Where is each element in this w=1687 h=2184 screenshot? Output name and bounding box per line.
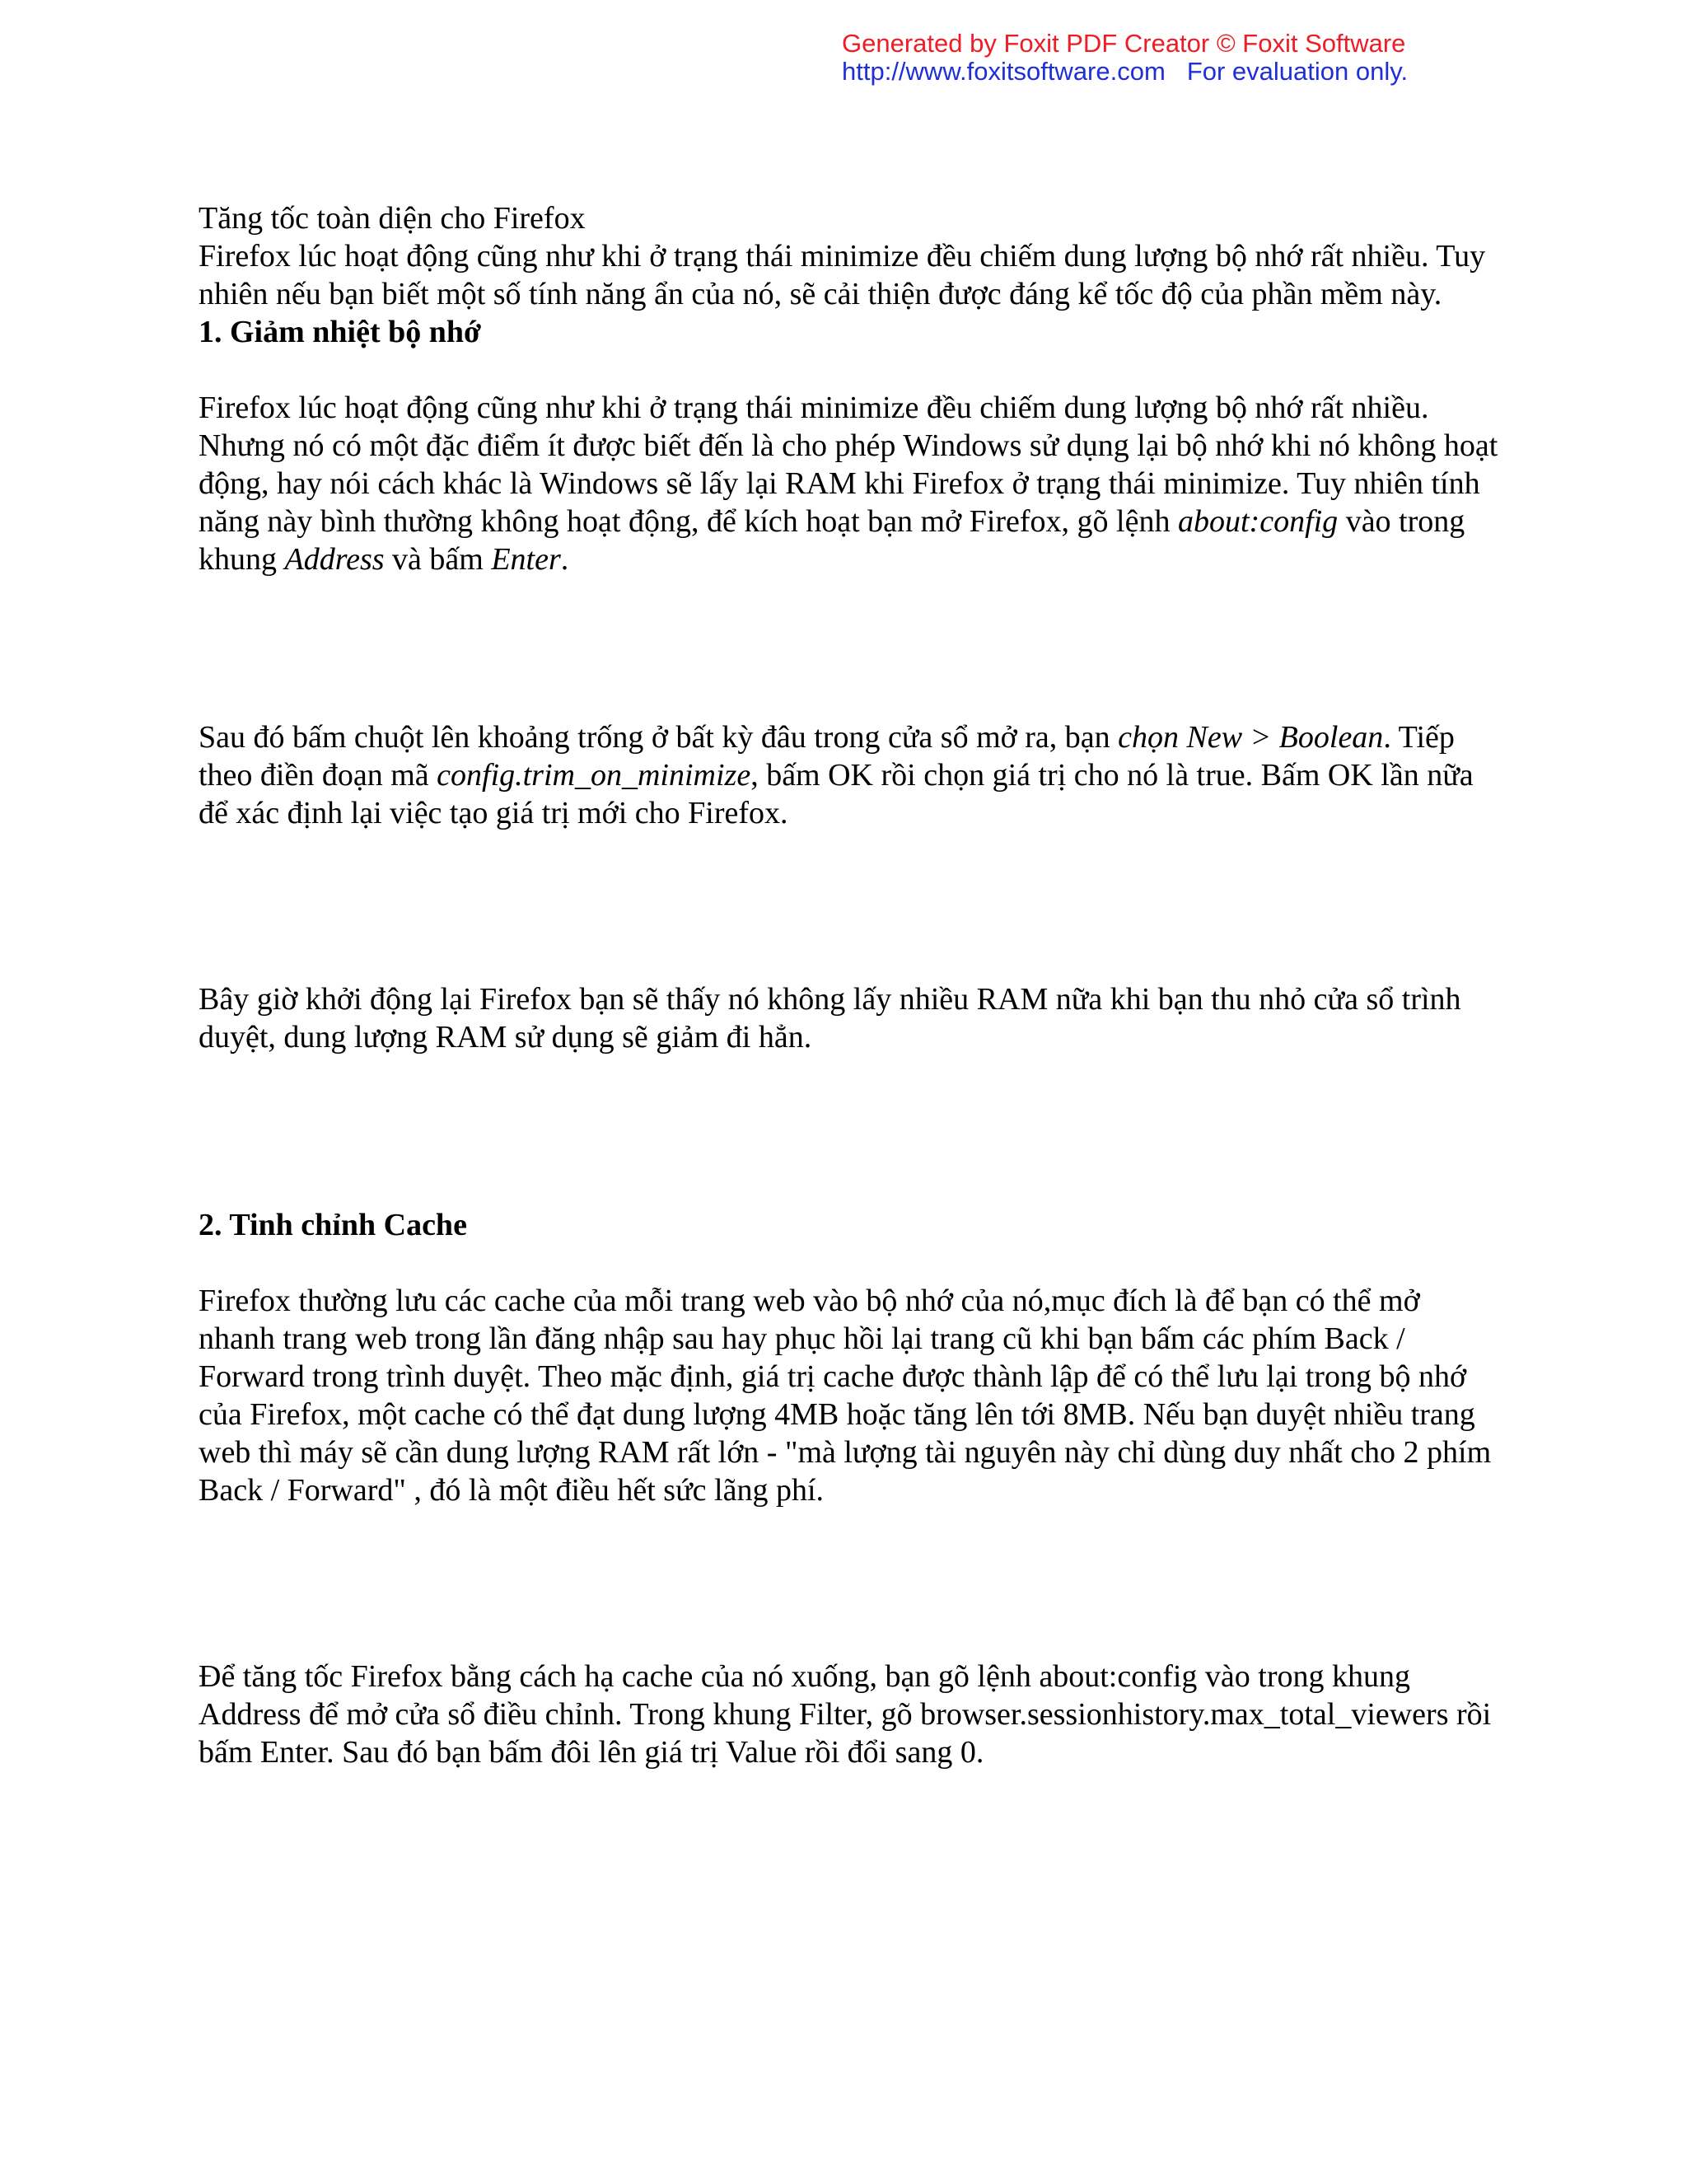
document-title: Tăng tốc toàn diện cho Firefox (199, 201, 586, 236)
trim-on-minimize-text: config.trim_on_minimize (437, 758, 751, 793)
new-boolean-text: chọn New > Boolean (1118, 720, 1384, 755)
watermark-url-line (842, 58, 1666, 86)
enter-text: Enter (491, 542, 561, 577)
document-body (199, 199, 1500, 1771)
intro-paragraph: Firefox lúc hoạt động cũng như khi ở trạng thái minimize đều chiếm dung lượng bộ nhớ rất nhiều. Tuy nhiên nếu bạn biết một số tính năng ẩn của nó, sẽ cải thiện được đáng kể tốc độ của phần mềm này. (199, 239, 1486, 311)
section2-paragraph-2: Để tăng tốc Firefox bằng cách hạ cache của nó xuống, bạn gõ lệnh about:config vào trong khung Address để mở cửa sổ điều chỉnh. Trong khung Filter, gõ browser.sessionhistory.max_total_viewers rồi bấm Enter. Sau đó bạn bấm đôi lên giá trị Value rồi đổi sang 0. (199, 1659, 1492, 1770)
section1-paragraph-1: Firefox lúc hoạt động cũng như khi ở trạng thái minimize đều chiếm dung lượng bộ nhớ rất nhiều. Nhưng nó có một đặc điểm ít được biết đến là cho phép Windows sử dụng lại bộ nhớ khi nó không hoạt động, hay nói cách khác là Windows sẽ lấy lại RAM khi Firefox ở trạng thái minimize. Tuy nhiên tính năng này bình thường không hoạt động, để kích hoạt bạn mở Firefox, gõ lệnh about:config vào trong khung Address và bấm Enter. (199, 391, 1498, 577)
section2-heading: 2. Tinh chỉnh Cache (199, 1208, 467, 1242)
section1-heading: 1. Giảm nhiệt bộ nhớ (199, 315, 482, 349)
about-config-text: about:config (1177, 504, 1339, 539)
watermark-url[interactable]: http://www.foxitsoftware.com (842, 57, 1166, 86)
watermark-generated-by: Generated by Foxit PDF Creator © Foxit Software (842, 29, 1406, 58)
section2-paragraph-1: Firefox thường lưu các cache của mỗi trang web vào bộ nhớ của nó,mục đích là để bạn có thể mở nhanh trang web trong lần đăng nhập sau hay phục hồi lại trang cũ khi bạn bấm các phím Back / Forward trong trình duyệt. Theo mặc định, giá trị cache được thành lập để có thể lưu lại trong bộ nhớ của Firefox, một cache có thể đạt dung lượng 4MB hoặc tăng lên tới 8MB. Nếu bạn duyệt nhiều trang web thì máy sẽ cần dung lượng RAM rất lớn - "mà lượng tài nguyên này chỉ dùng duy nhất cho 2 phím Back / Forward" , đó là một điều hết sức lãng phí. (199, 1284, 1492, 1508)
address-text: Address (284, 542, 385, 577)
watermark-note: For evaluation only. (1186, 57, 1409, 86)
section1-paragraph-3: Bây giờ khởi động lại Firefox bạn sẽ thấy nó không lấy nhiều RAM nữa khi bạn thu nhỏ cửa sổ trình duyệt, dung lượng RAM sử dụng sẽ giảm đi hẳn. (199, 982, 1461, 1055)
foxit-watermark (842, 30, 1666, 86)
section1-paragraph-2: Sau đó bấm chuột lên khoảng trống ở bất kỳ đâu trong cửa sổ mở ra, bạn chọn New > Boolean. Tiếp theo điền đoạn mã config.trim_on_minimize, bấm OK rồi chọn giá trị cho nó là true. Bấm OK lần nữa để xác định lại việc tạo giá trị mới cho Firefox. (199, 720, 1474, 830)
